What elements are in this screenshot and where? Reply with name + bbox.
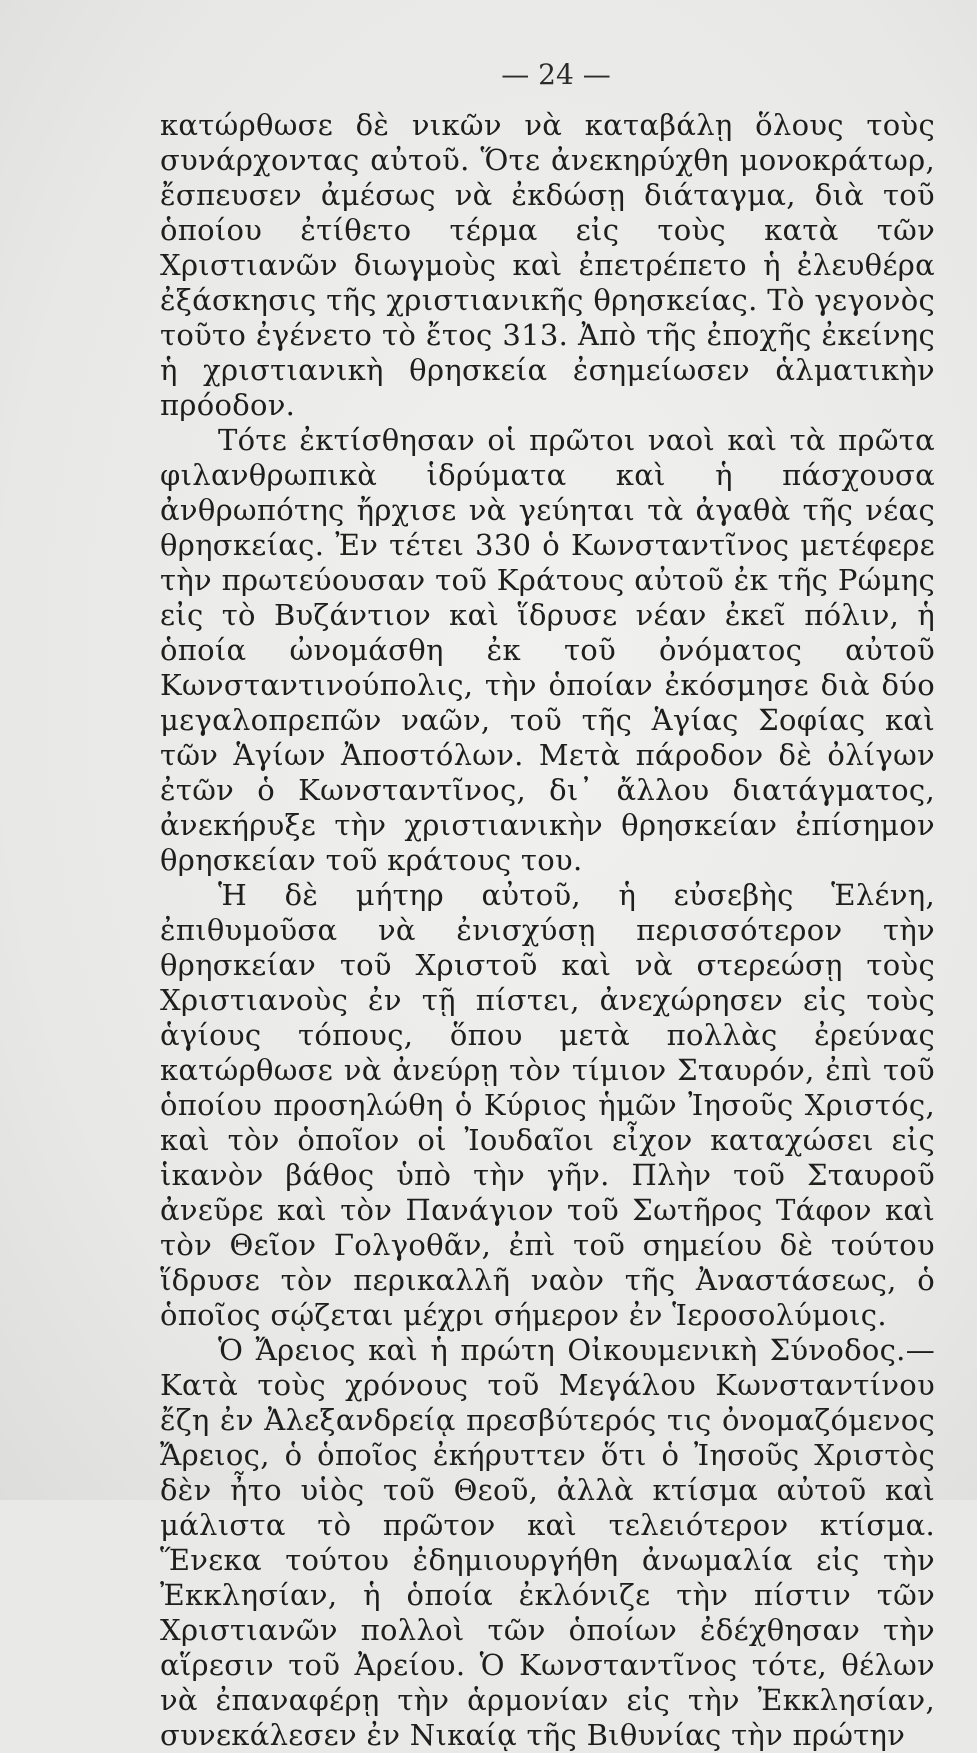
paragraph: Ἡ δὲ μήτηρ αὐτοῦ, ἡ εὐσεβὴς Ἑλένη, ἐπιθυμοῦσα νὰ ἐνισχύσῃ περισσότερον τὴν θρησκείαν τοῦ Χριστοῦ καὶ νὰ στερεώσῃ τοὺς Χριστιανοὺς ἐν τῇ πίστει, ἀνεχώρησεν εἰς τοὺς ἁγίους τόπους, ὅπου μετὰ πολλὰς ἐρεύνας κατώρθωσε νὰ ἀνεύρῃ τὸν τίμιον Σταυρόν, ἐπὶ τοῦ ὁποίου προσηλώθη ὁ Κύριος ἡμῶν Ἰησοῦς Χριστός, καὶ τὸν ὁποῖον οἱ Ἰουδαῖοι εἶχον καταχώσει εἰς ἱκανὸν βάθος ὑπὸ τὴν γῆν. Πλὴν τοῦ Σταυροῦ ἀνεῦρε καὶ τὸν Πανάγιον τοῦ Σωτῆρος Τάφον καὶ τὸν Θεῖον Γολγοθᾶν, ἐπὶ τοῦ σημείου δὲ τούτου ἵδρυσε τὸν περικαλλῆ ναὸν τῆς Ἀναστάσεως, ὁ ὁποῖος σῴζεται μέχρι σήμερον ἐν Ἱεροσολύμοις. [160,878,935,1332]
paragraph: Ὁ Ἄρειος καὶ ἡ πρώτη Οἰκουμενικὴ Σύνοδος.—Κατὰ τοὺς χρόνους τοῦ Μεγάλου Κωνσταντίνου ἔζη ἐν Ἀλεξανδρείᾳ πρεσβύτερός τις ὀνομαζόμενος Ἄρειος, ὁ ὁποῖος ἐκήρυττεν ὅτι ὁ Ἰησοῦς Χριστὸς δὲν ἦτο υἱὸς τοῦ Θεοῦ, ἀλλὰ κτίσμα αὐτοῦ καὶ μάλιστα τὸ πρῶτον καὶ τελειότερον κτίσμα. Ἕνεκα τούτου ἐδημιουργήθη ἀνωμαλία εἰς τὴν Ἐκκλησίαν, ἡ ὁποία ἐκλόνιζε τὴν πίστιν τῶν Χριστιανῶν πολλοὶ τῶν ὁποίων ἐδέχθησαν τὴν αἵρεσιν τοῦ Ἀρείου. Ὁ Κωνσταντῖνος τότε, θέλων νὰ ἐπαναφέρῃ τὴν ἁρμονίαν εἰς τὴν Ἐκκλησίαν, συνεκάλεσεν ἐν Νικαίᾳ τῆς Βιθυνίας τὴν πρώτην [160,1333,935,1752]
paragraph: κατώρθωσε δὲ νικῶν νὰ καταβάλῃ ὅλους τοὺς συνάρχοντας αὐτοῦ. Ὅτε ἀνεκηρύχθη μονοκράτωρ, ἔσπευσεν ἀμέσως νὰ ἐκδώσῃ διάταγμα, διὰ τοῦ ὁποίου ἐτίθετο τέρμα εἰς τοὺς κατὰ τῶν Χριστιανῶν διωγμοὺς καὶ ἐπετρέπετο ἡ ἐλευθέρα ἐξάσκησις τῆς χριστιανικῆς θρησκείας. Τὸ γεγονὸς τοῦτο ἐγένετο τὸ ἔτος 313. Ἀπὸ τῆς ἐποχῆς ἐκείνης ἡ χριστιανικὴ θρησκεία ἐσημείωσεν ἁλματικὴν πρόοδον. [160,108,935,422]
body-text [160,108,935,1753]
paragraph: Τότε ἐκτίσθησαν οἱ πρῶτοι ναοὶ καὶ τὰ πρῶτα φιλανθρωπικὰ ἱδρύματα καὶ ἡ πάσχουσα ἀνθρωπότης ἤρχισε νὰ γεύηται τὰ ἀγαθὰ τῆς νέας θρησκείας. Ἐν τέτει 330 ὁ Κωνσταντῖνος μετέφερε τὴν πρωτεύουσαν τοῦ Κράτους αὐτοῦ ἐκ τῆς Ρώμης εἰς τὸ Βυζάντιον καὶ ἵδρυσε νέαν ἐκεῖ πόλιν, ἡ ὁποία ὠνομάσθη ἐκ τοῦ ὀνόματος αὐτοῦ Κωνσταντινούπολις, τὴν ὁποίαν ἐκόσμησε διὰ δύο μεγαλοπρεπῶν ναῶν, τοῦ τῆς Ἁγίας Σοφίας καὶ τῶν Ἁγίων Ἀποστόλων. Μετὰ πάροδον δὲ ὀλίγων ἐτῶν ὁ Κωνσταντῖνος, δι᾽ ἄλλου διατάγματος, ἀνεκήρυξε τὴν χριστιανικὴν θρησκείαν ἐπίσημον θρησκείαν τοῦ κράτους του. [160,423,935,877]
page-number: — 24 — [501,58,611,91]
